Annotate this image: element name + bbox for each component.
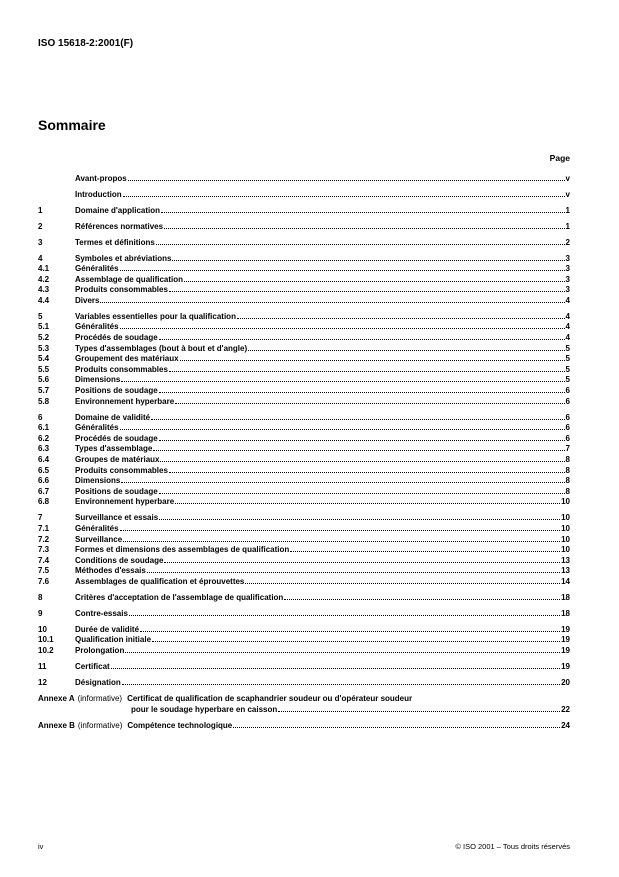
toc-entry-page: 10 (561, 523, 570, 533)
toc-leader-dots (111, 668, 560, 669)
annex-b-title: Compétence technologique (127, 720, 233, 730)
toc-entry-number: 10 (38, 624, 47, 634)
toc-entry-title: Procédés de soudage (75, 433, 158, 443)
toc-leader-dots (159, 493, 565, 494)
toc-entry[interactable] (38, 354, 570, 365)
toc-entry-title: Désignation (75, 678, 121, 688)
toc-leader-dots (278, 711, 560, 712)
toc-entry-page: 14 (561, 576, 570, 586)
toc-leader-dots (147, 572, 560, 573)
toc-entry[interactable] (38, 397, 570, 408)
toc-entry-number: 7.3 (38, 545, 50, 555)
toc-entry-title: Environnement hyperbare (75, 396, 175, 406)
toc-entry[interactable] (38, 275, 570, 286)
toc-entry-number: 6.5 (38, 465, 50, 475)
toc-entry-page: 4 (565, 295, 570, 305)
annex-a-title-line2: pour le soudage hyperbare en caisson (131, 704, 278, 714)
toc-entry-title: Symboles et abréviations (75, 253, 172, 263)
toc-entry-page: 8 (565, 486, 570, 496)
toc-entry-page: 6 (565, 396, 570, 406)
toc-entry-page: 6 (565, 423, 570, 433)
toc-entry-number: 8 (38, 592, 43, 602)
toc-entry-number: 5.8 (38, 396, 50, 406)
toc-entry-title: Certificat (75, 662, 110, 672)
toc-leader-dots (233, 727, 560, 728)
toc-entry-page: 1 (565, 221, 570, 231)
toc-entry-number: 3 (38, 237, 43, 247)
toc-leader-dots (161, 212, 565, 213)
toc-entry-number: 5.3 (38, 343, 50, 353)
table-of-contents (38, 168, 570, 731)
toc-entry-title: Environnement hyperbare (75, 497, 175, 507)
toc-entry-page: 6 (565, 386, 570, 396)
toc-entry-title: Conditions de soudage (75, 555, 164, 565)
toc-entry-title: Produits consommables (75, 465, 168, 475)
toc-entry-title: Qualification initiale (75, 635, 152, 645)
toc-entry[interactable] (38, 365, 570, 376)
toc-entry[interactable] (38, 434, 570, 445)
toc-leader-dots (125, 652, 560, 653)
toc-entry-page: 18 (561, 608, 570, 618)
toc-entry-page: 3 (565, 285, 570, 295)
toc-entry[interactable] (38, 646, 570, 657)
toc-entry[interactable] (38, 190, 570, 201)
toc-entry-number: 4.4 (38, 295, 50, 305)
toc-leader-dots (122, 684, 560, 685)
toc-entry[interactable] (38, 238, 570, 249)
toc-entry-number: 5.7 (38, 386, 50, 396)
toc-entry[interactable] (38, 254, 570, 265)
toc-entry[interactable] (38, 497, 570, 508)
toc-entry-title: Termes et définitions (75, 237, 155, 247)
toc-leader-dots (169, 371, 565, 372)
toc-entry-number: 1 (38, 205, 43, 215)
toc-entry[interactable] (38, 322, 570, 333)
toc-entry-title: Généralités (75, 322, 119, 332)
toc-entry-title: Formes et dimensions des assemblages de qualification (75, 545, 290, 555)
toc-entry[interactable] (38, 312, 570, 323)
toc-entry-page: 19 (561, 662, 570, 672)
toc-entry-page: v (565, 189, 570, 199)
toc-leader-dots (237, 318, 565, 319)
toc-entry[interactable] (38, 609, 570, 620)
toc-leader-dots (169, 472, 565, 473)
toc-entry-page: 4 (565, 333, 570, 343)
toc-leader-dots (159, 440, 565, 441)
toc-leader-dots (121, 482, 564, 483)
toc-entry-title: Surveillance (75, 534, 123, 544)
toc-entry-number: 6.6 (38, 476, 50, 486)
toc-annex-a[interactable] (38, 694, 570, 705)
toc-entry[interactable] (38, 535, 570, 546)
toc-entry-number: 6.7 (38, 486, 50, 496)
toc-entry-number: 6.2 (38, 433, 50, 443)
toc-entry-title: Groupement des matériaux (75, 354, 179, 364)
toc-entry[interactable] (38, 174, 570, 185)
toc-entry-number: 7.1 (38, 523, 50, 533)
toc-entry-title: Dimensions (75, 476, 121, 486)
toc-entry-number: 4 (38, 253, 43, 263)
toc-entry-title: Méthodes d'essais (75, 566, 146, 576)
toc-entry[interactable] (38, 455, 570, 466)
toc-entry-title: Positions de soudage (75, 386, 158, 396)
toc-entry-page: 1 (565, 205, 570, 215)
toc-leader-dots (123, 541, 560, 542)
toc-entry[interactable] (38, 662, 570, 673)
toc-entry-page: 10 (561, 497, 570, 507)
toc-entry[interactable] (38, 476, 570, 487)
toc-entry-number: 6.8 (38, 497, 50, 507)
toc-entry-title: Produits consommables (75, 285, 168, 295)
toc-entry-title: Contre-essais (75, 608, 128, 618)
toc-entry-page: 6 (565, 433, 570, 443)
toc-entry-number: 4.2 (38, 274, 50, 284)
toc-entry-title: Durée de validité (75, 624, 140, 634)
toc-leader-dots (245, 583, 560, 584)
toc-entry-number: 4.3 (38, 285, 50, 295)
toc-entry-number: 6.1 (38, 423, 50, 433)
toc-entry-title: Critères d'acceptation de l'assemblage de qualification (75, 592, 284, 602)
toc-leader-dots (120, 429, 565, 430)
annex-b-status: (informative) (77, 720, 123, 730)
toc-entry-number: 5.2 (38, 333, 50, 343)
toc-entry-number: 11 (38, 662, 47, 672)
toc-entry-number: 10.2 (38, 646, 54, 656)
toc-entry[interactable] (38, 593, 570, 604)
annex-b-label: Annexe B (38, 720, 75, 730)
toc-entry[interactable] (38, 625, 570, 636)
toc-entry-title: Types d'assemblages (bout à bout et d'angle) (75, 343, 248, 353)
footer-page-number: iv (38, 842, 44, 851)
toc-entry[interactable] (38, 285, 570, 296)
toc-entry-page: 13 (561, 566, 570, 576)
toc-entry-page: 10 (561, 545, 570, 555)
toc-annex-b[interactable] (38, 721, 570, 732)
toc-leader-dots (175, 503, 560, 504)
toc-entry-page: 3 (565, 253, 570, 263)
annex-a-page: 22 (561, 704, 570, 714)
annex-a-label: Annexe A (38, 694, 75, 703)
toc-entry[interactable] (38, 524, 570, 535)
toc-entry[interactable] (38, 545, 570, 556)
toc-leader-dots (140, 631, 560, 632)
toc-leader-dots (159, 339, 565, 340)
toc-entry-page: 8 (565, 465, 570, 475)
toc-entry-title: Types d'assemblage (75, 444, 153, 454)
toc-leader-dots (164, 562, 560, 563)
toc-leader-dots (152, 641, 560, 642)
toc-entry-page: 19 (561, 624, 570, 634)
toc-entry-title: Assemblage de qualification (75, 274, 184, 284)
toc-leader-dots (120, 328, 565, 329)
toc-entry-title: Avant-propos (75, 173, 127, 183)
toc-leader-dots (120, 530, 561, 531)
toc-entry[interactable] (38, 556, 570, 567)
toc-entry-page: 5 (565, 364, 570, 374)
toc-entry-number: 5.5 (38, 364, 50, 374)
toc-entry-title: Procédés de soudage (75, 333, 158, 343)
toc-entry-number: 7 (38, 513, 43, 523)
toc-entry-number: 5.6 (38, 375, 50, 385)
toc-entry-page: 7 (565, 444, 570, 454)
toc-leader-dots (159, 519, 560, 520)
toc-entry-title: Assemblages de qualification et éprouvettes (75, 576, 245, 586)
toc-entry-title: Généralités (75, 423, 119, 433)
toc-entry-title: Produits consommables (75, 364, 168, 374)
toc-leader-dots (169, 291, 565, 292)
toc-entry-title: Domaine de validité (75, 412, 151, 422)
toc-entry-page: 10 (561, 513, 570, 523)
toc-leader-dots (184, 281, 565, 282)
toc-entry[interactable] (38, 296, 570, 307)
toc-entry[interactable] (38, 206, 570, 217)
toc-entry[interactable] (38, 678, 570, 689)
toc-entry-number: 5.4 (38, 354, 50, 364)
toc-entry-page: 8 (565, 476, 570, 486)
toc-leader-dots (175, 403, 564, 404)
toc-entry-page: 20 (561, 678, 570, 688)
toc-entry-number: 5.1 (38, 322, 50, 332)
toc-entry-number: 7.5 (38, 566, 50, 576)
toc-leader-dots (151, 419, 564, 420)
toc-leader-dots (159, 392, 565, 393)
toc-entry-title: Dimensions (75, 375, 121, 385)
annex-a-title-line1: Certificat de qualification de scaphandrier soudeur ou d'opérateur soudeur (127, 694, 413, 703)
toc-entry[interactable] (38, 333, 570, 344)
toc-entry[interactable] (38, 423, 570, 434)
toc-entry-page: 4 (565, 322, 570, 332)
toc-entry-title: Introduction (75, 189, 122, 199)
toc-entry-number: 12 (38, 678, 47, 688)
toc-entry-page: 5 (565, 375, 570, 385)
toc-entry-title: Variables essentielles pour la qualification (75, 311, 236, 321)
annex-b-page: 24 (561, 720, 570, 730)
toc-entry-title: Divers (75, 295, 100, 305)
toc-leader-dots (284, 599, 560, 600)
footer-copyright: © ISO 2001 – Tous droits réservés (455, 842, 570, 851)
toc-entry[interactable] (38, 264, 570, 275)
toc-entry-title: Groupes de matériaux (75, 454, 160, 464)
toc-entry[interactable] (38, 566, 570, 577)
toc-entry-number: 10.1 (38, 635, 54, 645)
toc-annex-a-continuation[interactable] (38, 705, 570, 716)
toc-entry-page: 19 (561, 635, 570, 645)
toc-entry-number: 6.3 (38, 444, 50, 454)
toc-leader-dots (123, 196, 565, 197)
toc-leader-dots (100, 302, 564, 303)
toc-entry-title: Références normatives (75, 221, 164, 231)
toc-entry-page: 18 (561, 592, 570, 602)
toc-leader-dots (128, 180, 565, 181)
toc-entry-page: 5 (565, 354, 570, 364)
toc-entry-page: v (565, 173, 570, 183)
toc-leader-dots (290, 551, 560, 552)
annex-a-status: (informative) (77, 694, 123, 703)
toc-leader-dots (164, 228, 565, 229)
toc-entry-title: Prolongation (75, 646, 125, 656)
toc-entry[interactable] (38, 577, 570, 588)
toc-entry[interactable] (38, 513, 570, 524)
toc-entry[interactable] (38, 635, 570, 646)
toc-leader-dots (180, 360, 565, 361)
toc-leader-dots (172, 260, 564, 261)
toc-leader-dots (160, 461, 564, 462)
toc-entry-number: 5 (38, 311, 43, 321)
toc-entry[interactable] (38, 413, 570, 424)
page-column-label: Page (549, 153, 570, 163)
toc-entry[interactable] (38, 444, 570, 455)
toc-entry-page: 13 (561, 555, 570, 565)
toc-entry-page: 2 (565, 237, 570, 247)
toc-entry[interactable] (38, 466, 570, 477)
toc-leader-dots (153, 450, 564, 451)
toc-entry-title: Domaine d'application (75, 205, 161, 215)
toc-entry-page: 3 (565, 264, 570, 274)
toc-entry-number: 7.2 (38, 534, 50, 544)
toc-entry-page: 6 (565, 412, 570, 422)
page-title: Sommaire (38, 117, 106, 133)
toc-entry-number: 4.1 (38, 264, 50, 274)
toc-entry-number: 6.4 (38, 454, 50, 464)
toc-entry-page: 4 (565, 311, 570, 321)
toc-entry-page: 10 (561, 534, 570, 544)
toc-entry[interactable] (38, 375, 570, 386)
toc-entry-number: 7.6 (38, 576, 50, 586)
toc-entry-title: Généralités (75, 264, 119, 274)
toc-entry[interactable] (38, 487, 570, 498)
toc-entry-title: Surveillance et essais (75, 513, 159, 523)
toc-leader-dots (120, 270, 565, 271)
document-header: ISO 15618-2:2001(F) (38, 38, 134, 49)
toc-entry[interactable] (38, 386, 570, 397)
toc-leader-dots (121, 381, 564, 382)
toc-leader-dots (156, 244, 565, 245)
toc-entry-page: 8 (565, 454, 570, 464)
toc-entry-page: 5 (565, 343, 570, 353)
toc-entry-page: 3 (565, 274, 570, 284)
toc-entry[interactable] (38, 222, 570, 233)
toc-entry-number: 6 (38, 412, 43, 422)
toc-entry-number: 7.4 (38, 555, 50, 565)
toc-entry-number: 2 (38, 221, 43, 231)
toc-entry-title: Généralités (75, 523, 119, 533)
toc-leader-dots (129, 615, 560, 616)
toc-entry-page: 19 (561, 646, 570, 656)
toc-entry[interactable] (38, 344, 570, 355)
toc-entry-number: 9 (38, 608, 43, 618)
toc-entry-title: Positions de soudage (75, 486, 158, 496)
toc-leader-dots (248, 350, 564, 351)
